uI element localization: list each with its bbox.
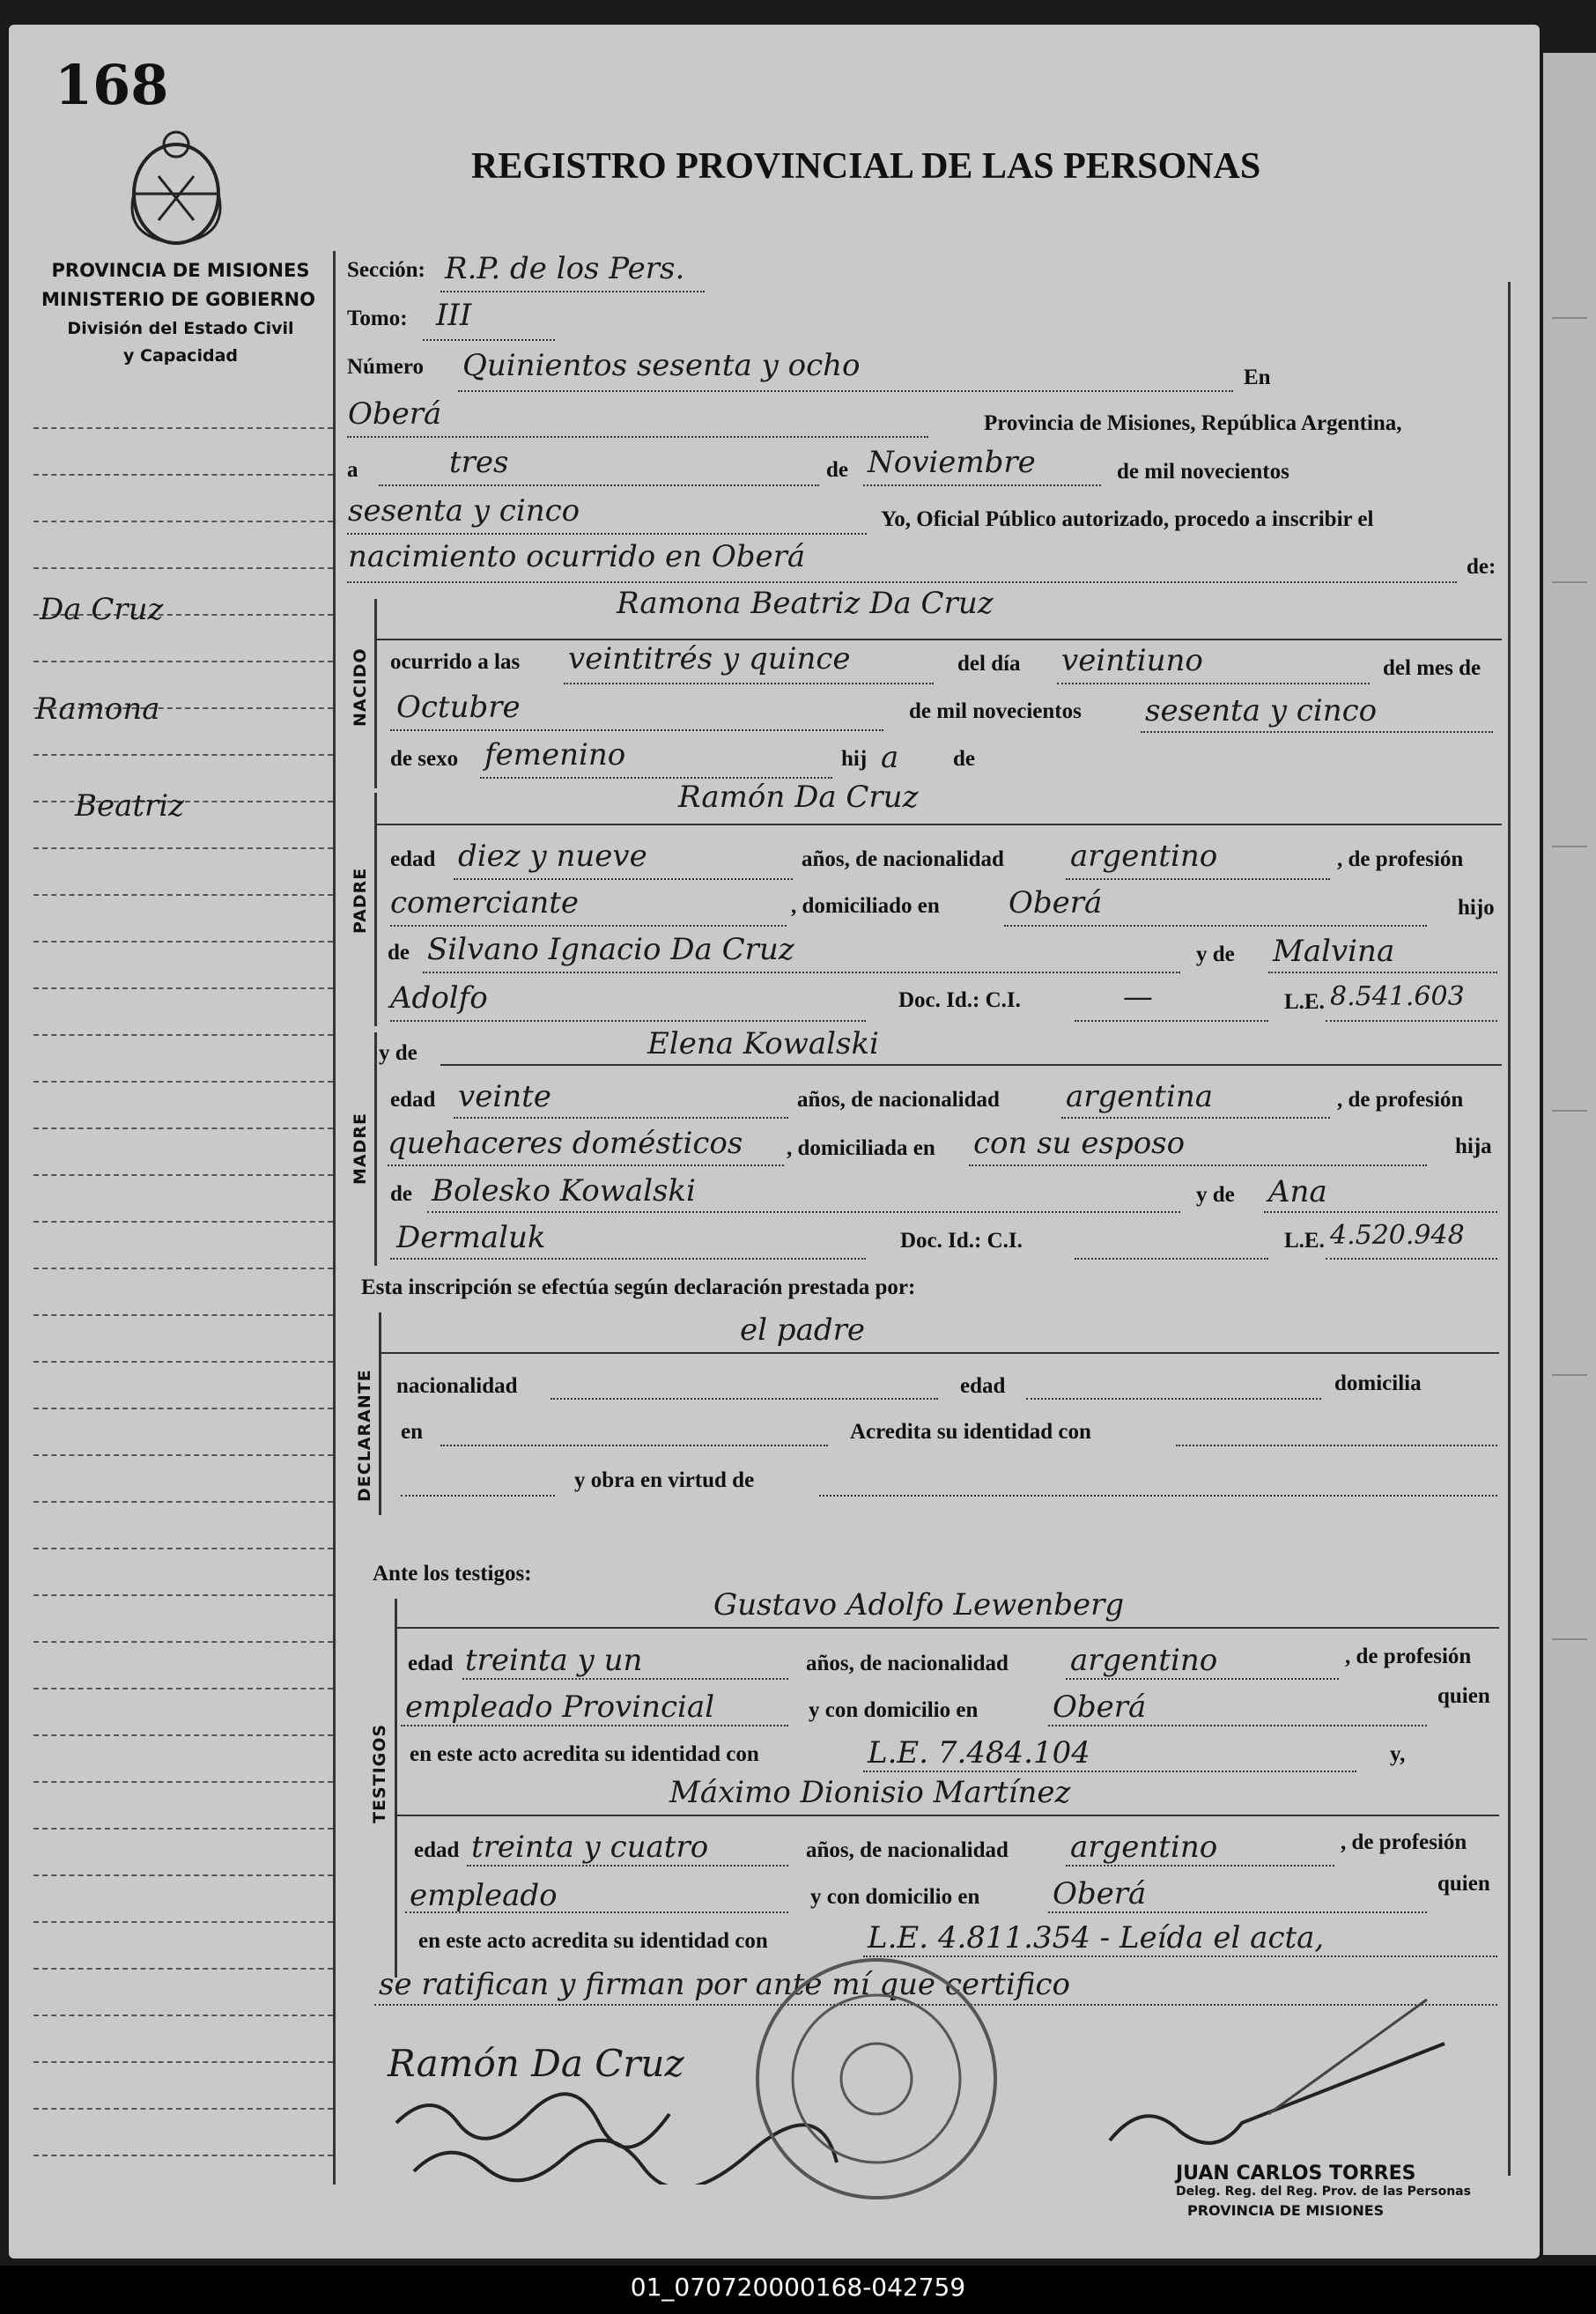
testigo1-edad-label: edad: [408, 1652, 454, 1675]
de-colon: de:: [1467, 555, 1496, 579]
mes-label: del mes de: [1383, 656, 1481, 680]
padre-nac: argentino: [1070, 839, 1218, 874]
sidebar-rule: [33, 1361, 333, 1363]
testigo2-acredita-label: en este acto acredita su identidad con: [418, 1929, 768, 1953]
madre-y-de-label: y de: [379, 1041, 417, 1065]
mes-nacimiento: Octubre: [396, 690, 521, 725]
testigo2-dom-label: y con domicilio en: [810, 1885, 980, 1909]
hij-value: a: [881, 740, 899, 775]
testigo1-prof-label: , de profesión: [1345, 1645, 1472, 1668]
sidebar-capacidad: y Capacidad: [123, 346, 238, 366]
section-label-testigos: TESTIGOS: [370, 1723, 389, 1823]
abuelo-materno: Bolesko Kowalski: [432, 1173, 696, 1209]
sidebar-rule: [33, 1127, 333, 1129]
madre-dom: con su esposo: [973, 1126, 1186, 1161]
declarante-edad-label: edad: [960, 1374, 1006, 1398]
madre-y-de2-label: y de: [1196, 1183, 1235, 1207]
sidebar-rule: [33, 1408, 333, 1409]
hecho-value: nacimiento ocurrido en Oberá: [348, 539, 806, 574]
anio-inscripcion: sesenta y cinco: [348, 493, 580, 529]
sidebar-rule: [33, 1641, 333, 1643]
padre-edad-label: edad: [390, 847, 436, 871]
padre-nombre: Ramón Da Cruz: [678, 780, 919, 815]
provincia-text: Provincia de Misiones, República Argentina,: [984, 411, 1402, 435]
tomo-label: Tomo:: [347, 307, 408, 330]
oficial-nombre: JUAN CARLOS TORRES: [1176, 2162, 1416, 2185]
sidebar-rule: [33, 1268, 333, 1269]
en-value: Oberá: [348, 396, 442, 432]
declarante-intro: Esta inscripción se efectúa según declaración prestada por:: [361, 1275, 916, 1299]
madre-edad-label: edad: [390, 1088, 436, 1112]
testigo1-quien-label: quien: [1437, 1684, 1490, 1708]
padre-hijo-label: hijo: [1458, 896, 1495, 920]
sidebar-rule: [33, 1454, 333, 1456]
dia-inscripcion: tres: [449, 445, 509, 480]
tomo-value: III: [436, 298, 472, 333]
declarante-nac-label: nacionalidad: [396, 1374, 518, 1398]
mil-text: de mil novecientos: [1117, 460, 1289, 484]
testigo2-nombre: Máximo Dionisio Martínez: [669, 1775, 1071, 1810]
section-label-declarante: DECLARANTE: [355, 1369, 374, 1502]
seccion-value: R.P. de los Pers.: [445, 251, 685, 286]
en-label: En: [1244, 366, 1271, 389]
de-label: de: [826, 458, 848, 482]
sidebar-rule: [33, 2015, 333, 2016]
sidebar-rule: [33, 1034, 333, 1036]
mil-label: de mil novecientos: [909, 699, 1082, 723]
padre-de-label: de: [388, 941, 410, 965]
sidebar-rule: [33, 1314, 333, 1316]
testigo2-prof-label: , de profesión: [1341, 1830, 1467, 1854]
main-right-border: [1508, 282, 1511, 2176]
padre-dom: Oberá: [1009, 885, 1103, 920]
padre-prof: comerciante: [390, 885, 579, 920]
sidebar-rule: [33, 474, 333, 476]
document-title: REGISTRO PROVINCIAL DE LAS PERSONAS: [471, 146, 1261, 187]
nacido-de-label: de: [953, 747, 975, 771]
sexo-label: de sexo: [390, 747, 459, 771]
testigo1-prof: empleado Provincial: [405, 1689, 715, 1725]
testigo2-nac: argentino: [1070, 1830, 1218, 1865]
del-dia-label: del día: [957, 652, 1021, 676]
sidebar-rule: [33, 1921, 333, 1923]
madre-nombre: Elena Kowalski: [647, 1026, 879, 1061]
hij-label: hij: [841, 747, 868, 771]
sidebar-rule: [33, 987, 333, 989]
abuela-materna-2: Dermaluk: [396, 1220, 546, 1255]
sidebar-rule: [33, 2155, 333, 2156]
abuela-paterna-1: Malvina: [1273, 934, 1395, 969]
madre-prof: quehaceres domésticos: [388, 1126, 743, 1161]
sidebar-rule: [33, 754, 333, 756]
padre-ci: —: [1123, 980, 1153, 1015]
sidebar-rule: [33, 2108, 333, 2110]
section-label-madre: MADRE: [351, 1113, 370, 1185]
madre-hija-label: hija: [1455, 1135, 1492, 1158]
testigo1-nac: argentino: [1070, 1643, 1218, 1678]
sidebar-rule: [33, 1594, 333, 1596]
firma-oficial-icon: [1092, 1991, 1462, 2167]
anio-nacimiento: sesenta y cinco: [1145, 693, 1378, 728]
testigo1-dom: Oberá: [1053, 1689, 1147, 1725]
sidebar-ministry: MINISTERIO DE GOBIERNO: [41, 289, 315, 310]
testigo2-prof: empleado: [410, 1878, 558, 1913]
abuela-materna-1: Ana: [1268, 1174, 1327, 1209]
testigo1-edad: treinta y un: [465, 1643, 643, 1678]
padre-prof-label: , de profesión: [1337, 847, 1464, 871]
nacido-nombre: Ramona Beatriz Da Cruz: [617, 586, 994, 621]
main-left-border: [333, 251, 336, 2185]
sidebar-rule: [33, 1501, 333, 1503]
sidebar-rule: [33, 567, 333, 569]
sidebar-rule: [33, 1688, 333, 1689]
madre-edad: veinte: [458, 1079, 551, 1114]
sidebar-rule: [33, 1081, 333, 1083]
testigo1-dom-label: y con domicilio en: [809, 1698, 979, 1722]
declarante-en-label: en: [401, 1420, 423, 1444]
testigo1-nombre: Gustavo Adolfo Lewenberg: [713, 1587, 1125, 1623]
padre-le-label: L.E.: [1284, 990, 1325, 1014]
testigo2-edad: treinta y cuatro: [471, 1830, 709, 1865]
testigo1-acredita-label: en este acto acredita su identidad con: [410, 1742, 759, 1766]
sidebar-name-1: Ramona: [35, 691, 160, 727]
testigo2-edad-label: edad: [414, 1838, 460, 1862]
sidebar-rule: [33, 427, 333, 429]
sidebar-surname: Da Cruz: [40, 592, 164, 627]
sidebar-name-2: Beatriz: [75, 788, 185, 824]
sidebar-rule: [33, 1734, 333, 1736]
abuela-paterna-2: Adolfo: [390, 980, 488, 1016]
madre-dom-label: , domiciliada en: [787, 1136, 935, 1160]
sidebar-rule: [33, 1874, 333, 1876]
testigo2-dom: Oberá: [1053, 1876, 1147, 1911]
adjacent-page-edge: [1543, 53, 1596, 2255]
padre-y-de-label: y de: [1196, 943, 1235, 966]
madre-nac: argentina: [1066, 1079, 1214, 1114]
madre-doc-label: Doc. Id.: C.I.: [900, 1229, 1023, 1253]
padre-dom-label: , domiciliado en: [791, 894, 940, 918]
padre-doc-label: Doc. Id.: C.I.: [898, 988, 1021, 1012]
oficial-provincia: PROVINCIA DE MISIONES: [1187, 2202, 1385, 2219]
mes-inscripcion: Noviembre: [868, 445, 1036, 480]
sidebar-rule: [33, 1221, 333, 1223]
sidebar-rule: [33, 1781, 333, 1783]
testigo1-y-label: y,: [1390, 1742, 1406, 1766]
sidebar-rule: [33, 941, 333, 943]
testigo1-doc: L.E. 7.484.104: [868, 1735, 1090, 1771]
official-seal-icon: [731, 1947, 1022, 2211]
declarante-nombre: el padre: [740, 1312, 865, 1348]
scan-footer-id: 01_070720000168-042759: [0, 2266, 1596, 2314]
oficial-text: Yo, Oficial Público autorizado, procedo a inscribir el: [881, 507, 1374, 531]
ocurrido-label: ocurrido a las: [390, 650, 521, 674]
declarante-obra-label: y obra en virtud de: [574, 1468, 755, 1492]
seccion-label: Sección:: [347, 258, 425, 282]
sidebar-rule: [33, 661, 333, 662]
testigo2-doc: L.E. 4.811.354 - Leída el acta,: [868, 1920, 1325, 1955]
declarante-acredita-label: Acredita su identidad con: [850, 1420, 1091, 1444]
acta-cierre: se ratifican y firman por ante mí que certifico: [379, 1967, 1071, 2002]
sidebar-rule: [33, 1548, 333, 1549]
folio-number: 168: [55, 53, 169, 117]
a-label: a: [347, 458, 358, 482]
madre-prof-label: , de profesión: [1337, 1088, 1464, 1112]
testigo2-nac-label: años, de nacionalidad: [806, 1838, 1009, 1862]
testigo1-nac-label: años, de nacionalidad: [806, 1652, 1009, 1675]
numero-value: Quinientos sesenta y ocho: [462, 348, 861, 383]
madre-le: 4.520.948: [1330, 1220, 1465, 1251]
padre-le: 8.541.603: [1330, 981, 1465, 1012]
madre-nac-label: años, de nacionalidad: [797, 1088, 1000, 1112]
coat-of-arms-icon: [123, 123, 229, 247]
sidebar-rule: [33, 1968, 333, 1970]
numero-label: Número: [347, 355, 425, 379]
madre-de-label: de: [390, 1182, 412, 1206]
sidebar-division: División del Estado Civil: [67, 319, 294, 338]
abuelo-paterno: Silvano Ignacio Da Cruz: [427, 932, 794, 967]
hora-value: veintitrés y quince: [568, 641, 851, 676]
sidebar-province: PROVINCIA DE MISIONES: [51, 260, 310, 281]
declarante-dom-label: domicilia: [1334, 1371, 1422, 1395]
section-label-nacido: NACIDO: [351, 647, 370, 727]
oficial-cargo: Deleg. Reg. del Reg. Prov. de las Personas: [1176, 2185, 1471, 2199]
padre-edad: diez y nueve: [458, 839, 647, 874]
padre-nac-label: años, de nacionalidad: [802, 847, 1004, 871]
testigos-intro: Ante los testigos:: [373, 1562, 532, 1586]
sidebar-rule: [33, 894, 333, 896]
section-label-padre: PADRE: [351, 867, 370, 934]
sidebar-rule: [33, 1828, 333, 1830]
dia-value: veintiuno: [1061, 643, 1203, 678]
madre-le-label: L.E.: [1284, 1229, 1325, 1253]
firma-padre: Ramón Da Cruz: [388, 2042, 684, 2085]
sidebar-rule: [33, 521, 333, 522]
sexo-value: femenino: [484, 737, 626, 773]
sidebar-rule: [33, 2061, 333, 2063]
testigo2-quien-label: quien: [1437, 1872, 1490, 1896]
sidebar-rule: [33, 847, 333, 849]
sidebar-rule: [33, 1174, 333, 1176]
